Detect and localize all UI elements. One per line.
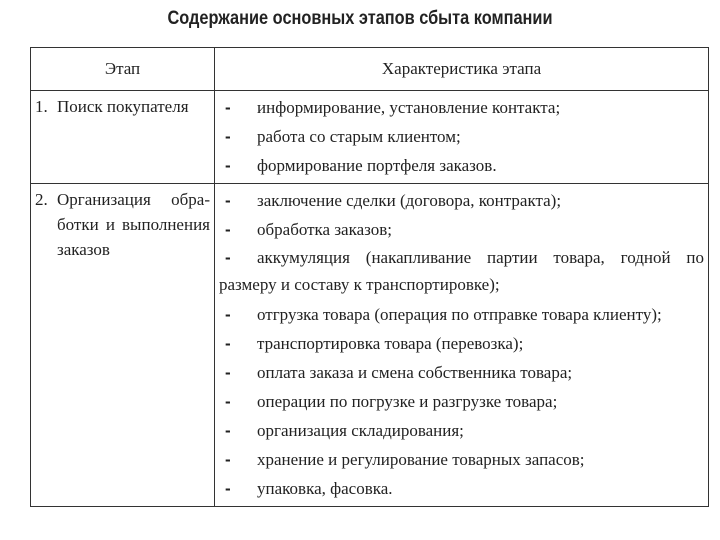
- dash-bullet: -: [225, 363, 231, 382]
- dash-bullet: -: [225, 450, 231, 469]
- item-text: формирование портфеля заказов.: [257, 156, 497, 175]
- table-row: [31, 91, 709, 184]
- stage-number: 1.: [35, 97, 48, 116]
- dash-bullet: -: [225, 191, 231, 210]
- stage-cell: [31, 184, 215, 507]
- list-item: [219, 93, 704, 122]
- list-item: [219, 244, 704, 298]
- list-item: [219, 445, 704, 474]
- list-item: [219, 151, 704, 180]
- item-text: аккумуляция (накапливание партии товара, годной по размеру и составу к транспортировке);: [219, 248, 704, 294]
- item-text: заключение сделки (договора, контракта);: [257, 191, 562, 210]
- dash-bullet: -: [225, 305, 231, 324]
- dash-bullet: -: [225, 392, 231, 411]
- item-text: хранение и регулирование товарных запасов;: [257, 450, 585, 469]
- list-item: [219, 474, 704, 503]
- list-item: [219, 358, 704, 387]
- stages-table: [30, 47, 709, 507]
- stage-name-line: Организация обра-: [57, 190, 210, 209]
- stage-name-line: заказов: [57, 240, 110, 259]
- dash-bullet: -: [225, 421, 231, 440]
- list-item: [219, 300, 704, 329]
- dash-bullet: -: [225, 248, 231, 267]
- column-header-stage: Этап: [31, 48, 215, 91]
- stage-number: 2.: [35, 190, 48, 209]
- list-item: [219, 387, 704, 416]
- item-text: организация складирования;: [257, 421, 464, 440]
- item-text: обработка заказов;: [257, 220, 393, 239]
- list-item: [219, 186, 704, 215]
- characteristic-cell: [215, 91, 709, 184]
- list-item: [219, 329, 704, 358]
- stage-name: [57, 187, 210, 262]
- page-title: Содержание основных этапов сбыта компании: [167, 8, 553, 29]
- dash-bullet: -: [225, 127, 231, 146]
- dash-bullet: -: [225, 98, 231, 117]
- stage-name: Поиск покупателя: [57, 97, 189, 116]
- stage-name-line: ботки и выполнения: [57, 215, 210, 234]
- list-item: [219, 122, 704, 151]
- item-text: информирование, установление контакта;: [257, 98, 561, 117]
- table-header-row: [31, 48, 709, 91]
- list-item: [219, 215, 704, 244]
- characteristic-cell: [215, 184, 709, 507]
- dash-bullet: -: [225, 334, 231, 353]
- table-row: [31, 184, 709, 507]
- item-text: упаковка, фасовка.: [257, 479, 393, 498]
- stage-cell: [31, 91, 215, 184]
- column-header-characteristic: Характеристика этапа: [215, 48, 709, 91]
- item-text: оплата заказа и смена собственника товара;: [257, 363, 573, 382]
- item-text: работа со старым клиентом;: [257, 127, 461, 146]
- dash-bullet: -: [225, 156, 231, 175]
- list-item: [219, 416, 704, 445]
- item-text: операции по погрузке и разгрузке товара;: [257, 392, 558, 411]
- dash-bullet: -: [225, 479, 231, 498]
- item-text: транспортировка товара (перевозка);: [257, 334, 524, 353]
- dash-bullet: -: [225, 220, 231, 239]
- item-text: отгрузка товара (операция по отправке товара клиенту);: [257, 305, 662, 324]
